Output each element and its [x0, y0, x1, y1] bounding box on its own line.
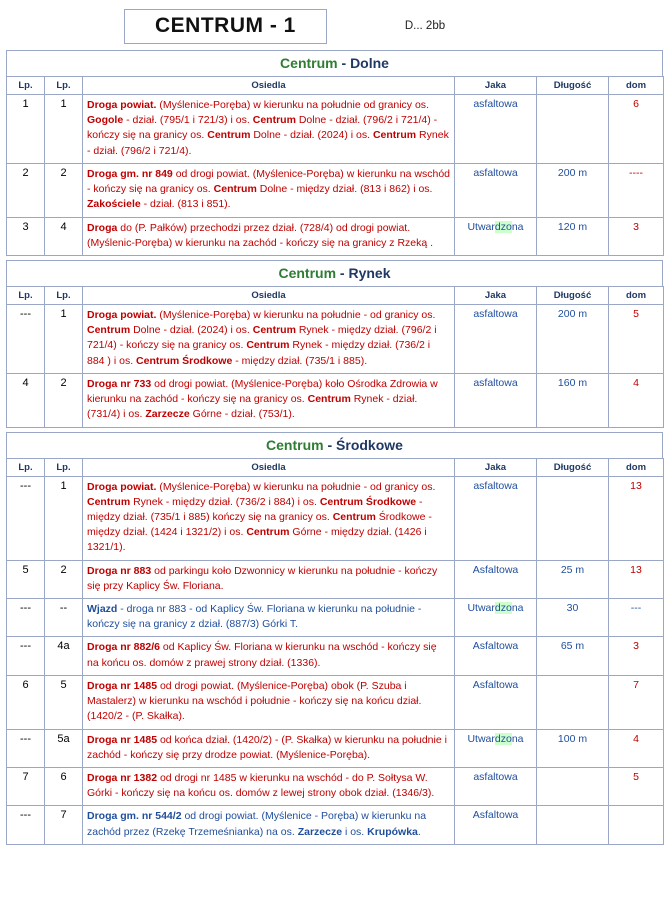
section-title [266, 437, 403, 453]
section-title-separator: - [323, 436, 337, 453]
cell-jaka: Asfaltowa [455, 637, 537, 675]
cell-description: Droga powiat. (Myślenice-Poręba) w kierunku na południe - od granicy os. Centrum Dolne - dział. (2024) i os. Centrum Rynek - między dział. (796/2 i 721/4) - kończy się na granicy os. Centrum Rynek - między dział. (736/2 i 884 ) i os. Centrum Środkowe - między dział. (735/1 i 885). [83, 304, 455, 373]
cell-lp1: 4 [7, 373, 45, 427]
cell-dom: 4 [609, 373, 664, 427]
cell-dom: ---- [609, 163, 664, 217]
col-header-jaka: Jaka [455, 458, 537, 476]
cell-lp1: 1 [7, 95, 45, 164]
title-box [124, 9, 327, 44]
cell-dom: 13 [609, 560, 664, 598]
table-row [7, 599, 664, 637]
col-header-lp1: Lp. [7, 458, 45, 476]
cell-dlugosc: 200 m [537, 163, 609, 217]
table-row [7, 806, 664, 844]
cell-dlugosc: 120 m [537, 217, 609, 255]
cell-lp2: 2 [45, 163, 83, 217]
sections-container [6, 50, 663, 845]
cell-jaka: Asfaltowa [455, 560, 537, 598]
cell-description: Droga nr 733 od drogi powiat. (Myślenice-Poręba) koło Ośrodka Zdrowia w kierunku na zachód - kończy się na granicy os. Centrum Rynek - dział. (731/4) i os. Zarzecze Górne - dział. (753/1). [83, 373, 455, 427]
col-header-dom: dom [609, 458, 664, 476]
section-title-separator: - [336, 264, 349, 281]
col-header-dlugosc: Długość [537, 77, 609, 95]
table-section [6, 50, 663, 256]
col-header-lp2: Lp. [45, 458, 83, 476]
cell-dlugosc: 200 m [537, 304, 609, 373]
cell-jaka: Utwardzona [455, 599, 537, 637]
cell-description: Droga do (P. Pałków) przechodzi przez dział. (728/4) od drogi powiat. (Myślenic-Poręba) w kierunku na zachód - kończy się na granicy z Rzeką . [83, 217, 455, 255]
cell-dlugosc [537, 95, 609, 164]
cell-dom: 13 [609, 476, 664, 560]
cell-lp2: 6 [45, 768, 83, 806]
section-title-main: Centrum [280, 55, 338, 71]
cell-dom: --- [609, 599, 664, 637]
cell-lp1: 3 [7, 217, 45, 255]
cell-description: Droga powiat. (Myślenice-Poręba) w kierunku na południe - od granicy os. Centrum Rynek - między dział. (736/2 i 884) i os. Centrum Środkowe - między dział. (735/1 i 885) kończy się na granicy os. Centrum Środkowe - między dział. (1424 i 1321/2) i os. Centrum Górne - między dział. (1426 i 1321/1). [83, 476, 455, 560]
cell-description: Droga nr 1485 od końca dział. (1420/2) - (P. Skałka) w kierunku na południe i zachód - kończy się przy drodze powiat. (Myślenice-Poręba). [83, 729, 455, 767]
cell-lp1: --- [7, 599, 45, 637]
cell-lp2: 4 [45, 217, 83, 255]
col-header-dlugosc: Długość [537, 286, 609, 304]
col-header-dlugosc: Długość [537, 458, 609, 476]
document-header [6, 6, 663, 46]
col-header-osiedla: Osiedla [83, 286, 455, 304]
col-header-lp2: Lp. [45, 77, 83, 95]
table-row [7, 304, 664, 373]
cell-dlugosc: 100 m [537, 729, 609, 767]
section-title [280, 55, 389, 71]
col-header-osiedla: Osiedla [83, 77, 455, 95]
cell-dlugosc: 30 [537, 599, 609, 637]
cell-jaka: Asfaltowa [455, 806, 537, 844]
cell-dom [609, 806, 664, 844]
cell-description: Droga nr 1382 od drogi nr 1485 w kierunku na wschód - do P. Sołtysa W. Górki - kończy się na końcu os. domów z lewej strony obok dział. (1346/3). [83, 768, 455, 806]
cell-lp1: --- [7, 806, 45, 844]
cell-lp1: --- [7, 304, 45, 373]
cell-lp2: 1 [45, 304, 83, 373]
table-row [7, 729, 664, 767]
cell-jaka: Utwardzona [455, 729, 537, 767]
cell-lp1: --- [7, 637, 45, 675]
table-row [7, 560, 664, 598]
cell-description: Droga nr 883 od parkingu koło Dzwonnicy w kierunku na południe - kończy się przy Kaplicy Św. Floriana. [83, 560, 455, 598]
table-section [6, 432, 663, 845]
cell-jaka: asfaltowa [455, 95, 537, 164]
table-row [7, 476, 664, 560]
cell-description: Droga powiat. (Myślenice-Poręba) w kierunku na południe od granicy os. Gogole - dział. (795/1 i 721/3) i os. Centrum Dolne - dział. (796/2 i 721/4) - kończy się na granicy os. Centrum Dolne - dział. (2024) i os. Centrum Rynek - dział. (796/2 i 721/4). [83, 95, 455, 164]
section-title-bar [6, 260, 663, 286]
roads-table [6, 458, 664, 845]
cell-description: Droga gm. nr 544/2 od drogi powiat. (Myślenice - Poręba) w kierunku na zachód przez (Rzekę Trzemeśnianka) na os. Zarzecze i os. Krupówka. [83, 806, 455, 844]
section-title-main: Centrum [266, 436, 324, 453]
col-header-jaka: Jaka [455, 77, 537, 95]
cell-dom: 3 [609, 637, 664, 675]
section-title-bar [6, 432, 663, 458]
table-row [7, 163, 664, 217]
cell-description: Droga nr 882/6 od Kaplicy Św. Floriana w kierunku na wschód - kończy się na końcu os. domów z prawej strony dział. (1336). [83, 637, 455, 675]
cell-lp2: 5a [45, 729, 83, 767]
section-title-sub: Środkowe [336, 436, 403, 453]
col-header-lp1: Lp. [7, 77, 45, 95]
cell-lp2: 5 [45, 675, 83, 729]
cell-description: Droga gm. nr 849 od drogi powiat. (Myślenice-Poręba) w kierunku na wschód - kończy się na granicy os. Centrum Dolne - między dział. (813 i 862) i os. Zakościele - dział. (813 i 851). [83, 163, 455, 217]
cell-lp2: 1 [45, 95, 83, 164]
cell-lp1: 2 [7, 163, 45, 217]
document-code: D... 2bb [404, 20, 446, 32]
section-title-bar [6, 50, 663, 76]
col-header-lp1: Lp. [7, 286, 45, 304]
cell-lp2: 4a [45, 637, 83, 675]
cell-dom: 7 [609, 675, 664, 729]
table-section [6, 260, 663, 428]
cell-dlugosc [537, 768, 609, 806]
cell-lp1: 7 [7, 768, 45, 806]
cell-dlugosc [537, 675, 609, 729]
col-header-osiedla: Osiedla [83, 458, 455, 476]
cell-dom: 6 [609, 95, 664, 164]
roads-table [6, 76, 664, 256]
table-row [7, 217, 664, 255]
cell-jaka: asfaltowa [455, 476, 537, 560]
section-title-sub: Rynek [348, 264, 391, 281]
cell-dom: 4 [609, 729, 664, 767]
cell-dom: 5 [609, 768, 664, 806]
cell-dlugosc: 65 m [537, 637, 609, 675]
cell-lp1: --- [7, 476, 45, 560]
col-header-lp2: Lp. [45, 286, 83, 304]
cell-lp2: 2 [45, 560, 83, 598]
section-title-main: Centrum [278, 264, 337, 281]
table-row [7, 675, 664, 729]
cell-lp2: 2 [45, 373, 83, 427]
cell-description: Droga nr 1485 od drogi powiat. (Myślenice-Poręba) obok (P. Szuba i Mastalerz) w kierunku na wschód i południe - kończy się na końcu dział. (1420/2 - (P. Skałka). [83, 675, 455, 729]
cell-lp2: -- [45, 599, 83, 637]
table-row [7, 373, 664, 427]
cell-dlugosc: 25 m [537, 560, 609, 598]
section-title-separator: - [337, 55, 351, 71]
table-header-row [7, 286, 664, 304]
cell-jaka: Asfaltowa [455, 675, 537, 729]
page-title: CENTRUM - 1 [155, 13, 296, 37]
cell-dlugosc [537, 806, 609, 844]
cell-lp1: 5 [7, 560, 45, 598]
cell-lp1: 6 [7, 675, 45, 729]
cell-lp2: 1 [45, 476, 83, 560]
section-title-sub: Dolne [350, 55, 389, 71]
cell-jaka: Utwardzona [455, 217, 537, 255]
cell-jaka: asfaltowa [455, 373, 537, 427]
cell-jaka: asfaltowa [455, 163, 537, 217]
cell-description: Wjazd - droga nr 883 - od Kaplicy Św. Floriana w kierunku na południe - kończy się na granicy z dział. (887/3) Górki T. [83, 599, 455, 637]
table-header-row [7, 458, 664, 476]
cell-dlugosc: 160 m [537, 373, 609, 427]
cell-jaka: asfaltowa [455, 304, 537, 373]
col-header-dom: dom [609, 77, 664, 95]
section-title [278, 265, 390, 281]
table-row [7, 768, 664, 806]
cell-dom: 3 [609, 217, 664, 255]
table-header-row [7, 77, 664, 95]
col-header-jaka: Jaka [455, 286, 537, 304]
table-row [7, 95, 664, 164]
cell-dom: 5 [609, 304, 664, 373]
col-header-dom: dom [609, 286, 664, 304]
table-row [7, 637, 664, 675]
cell-lp1: --- [7, 729, 45, 767]
cell-dlugosc [537, 476, 609, 560]
cell-lp2: 7 [45, 806, 83, 844]
roads-table [6, 286, 664, 428]
cell-jaka: asfaltowa [455, 768, 537, 806]
